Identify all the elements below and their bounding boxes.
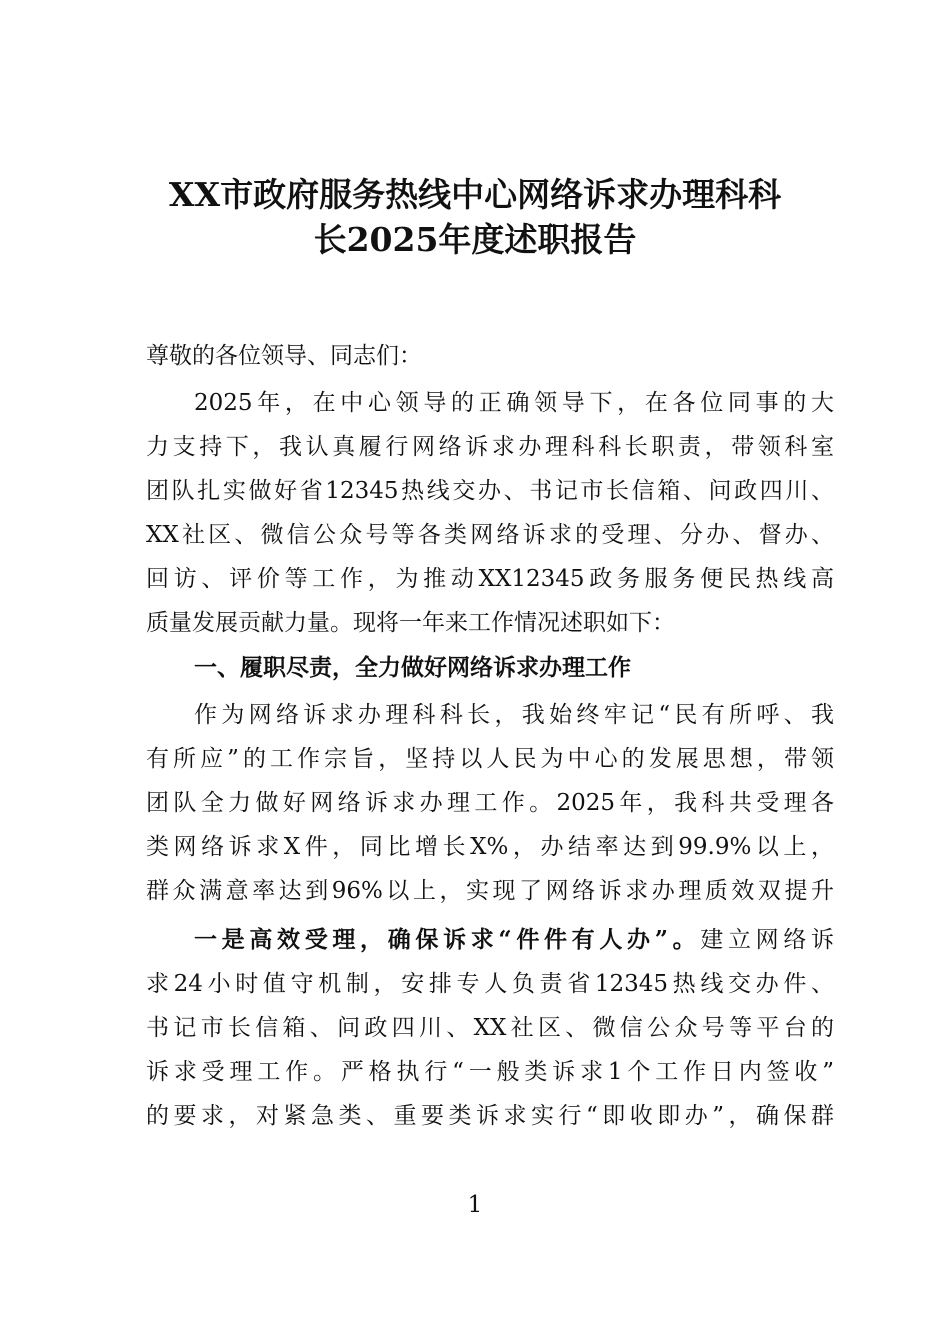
- body-line: 2025年，在中心领导的正确领导下，在各位同事的大: [194, 390, 834, 416]
- body-text: 建立网络诉: [700, 927, 834, 953]
- document-title-line-2: 长2025年度述职报告: [313, 220, 637, 259]
- body-line: 团队全力做好网络诉求办理工作。2025年，我科共受理各: [146, 790, 834, 816]
- section-heading: 一、履职尽责，全力做好网络诉求办理工作: [194, 654, 631, 681]
- body-line: 回访、评价等工作，为推动XX12345政务服务便民热线高: [146, 566, 834, 592]
- bold-lead: 一是高效受理，确保诉求“件件有人办”。: [194, 926, 701, 953]
- body-line: 诉求受理工作。严格执行“一般类诉求1个工作日内签收”: [146, 1059, 834, 1085]
- body-line: 作为网络诉求办理科科长，我始终牢记“民有所呼、我: [194, 702, 834, 728]
- page-number: 1: [467, 1192, 483, 1218]
- salutation: 尊敬的各位领导、同志们：: [146, 343, 422, 369]
- body-line: 团队扎实做好省12345热线交办、书记市长信箱、问政四川、: [146, 478, 834, 504]
- document-title-line-1: XX市政府服务热线中心网络诉求办理科科: [168, 175, 782, 214]
- body-line: 类网络诉求X件，同比增长X%，办结率达到99.9%以上，: [146, 834, 834, 860]
- body-line-with-bold-lead: [194, 918, 834, 962]
- body-line: 书记市长信箱、问政四川、XX社区、微信公众号等平台的: [146, 1015, 834, 1041]
- body-line: 质量发展贡献力量。现将一年来工作情况述职如下：: [146, 610, 675, 636]
- body-line: 力支持下，我认真履行网络诉求办理科科长职责，带领科室: [146, 434, 834, 460]
- body-line: XX社区、微信公众号等各类网络诉求的受理、分办、督办、: [146, 522, 834, 548]
- body-line: 有所应”的工作宗旨，坚持以人民为中心的发展思想，带领: [146, 746, 834, 772]
- body-line: 求24小时值守机制，安排专人负责省12345热线交办件、: [146, 971, 834, 997]
- body-line: 的要求，对紧急类、重要类诉求实行“即收即办”，确保群: [146, 1103, 834, 1129]
- body-line: 群众满意率达到96%以上，实现了网络诉求办理质效双提升: [146, 878, 834, 904]
